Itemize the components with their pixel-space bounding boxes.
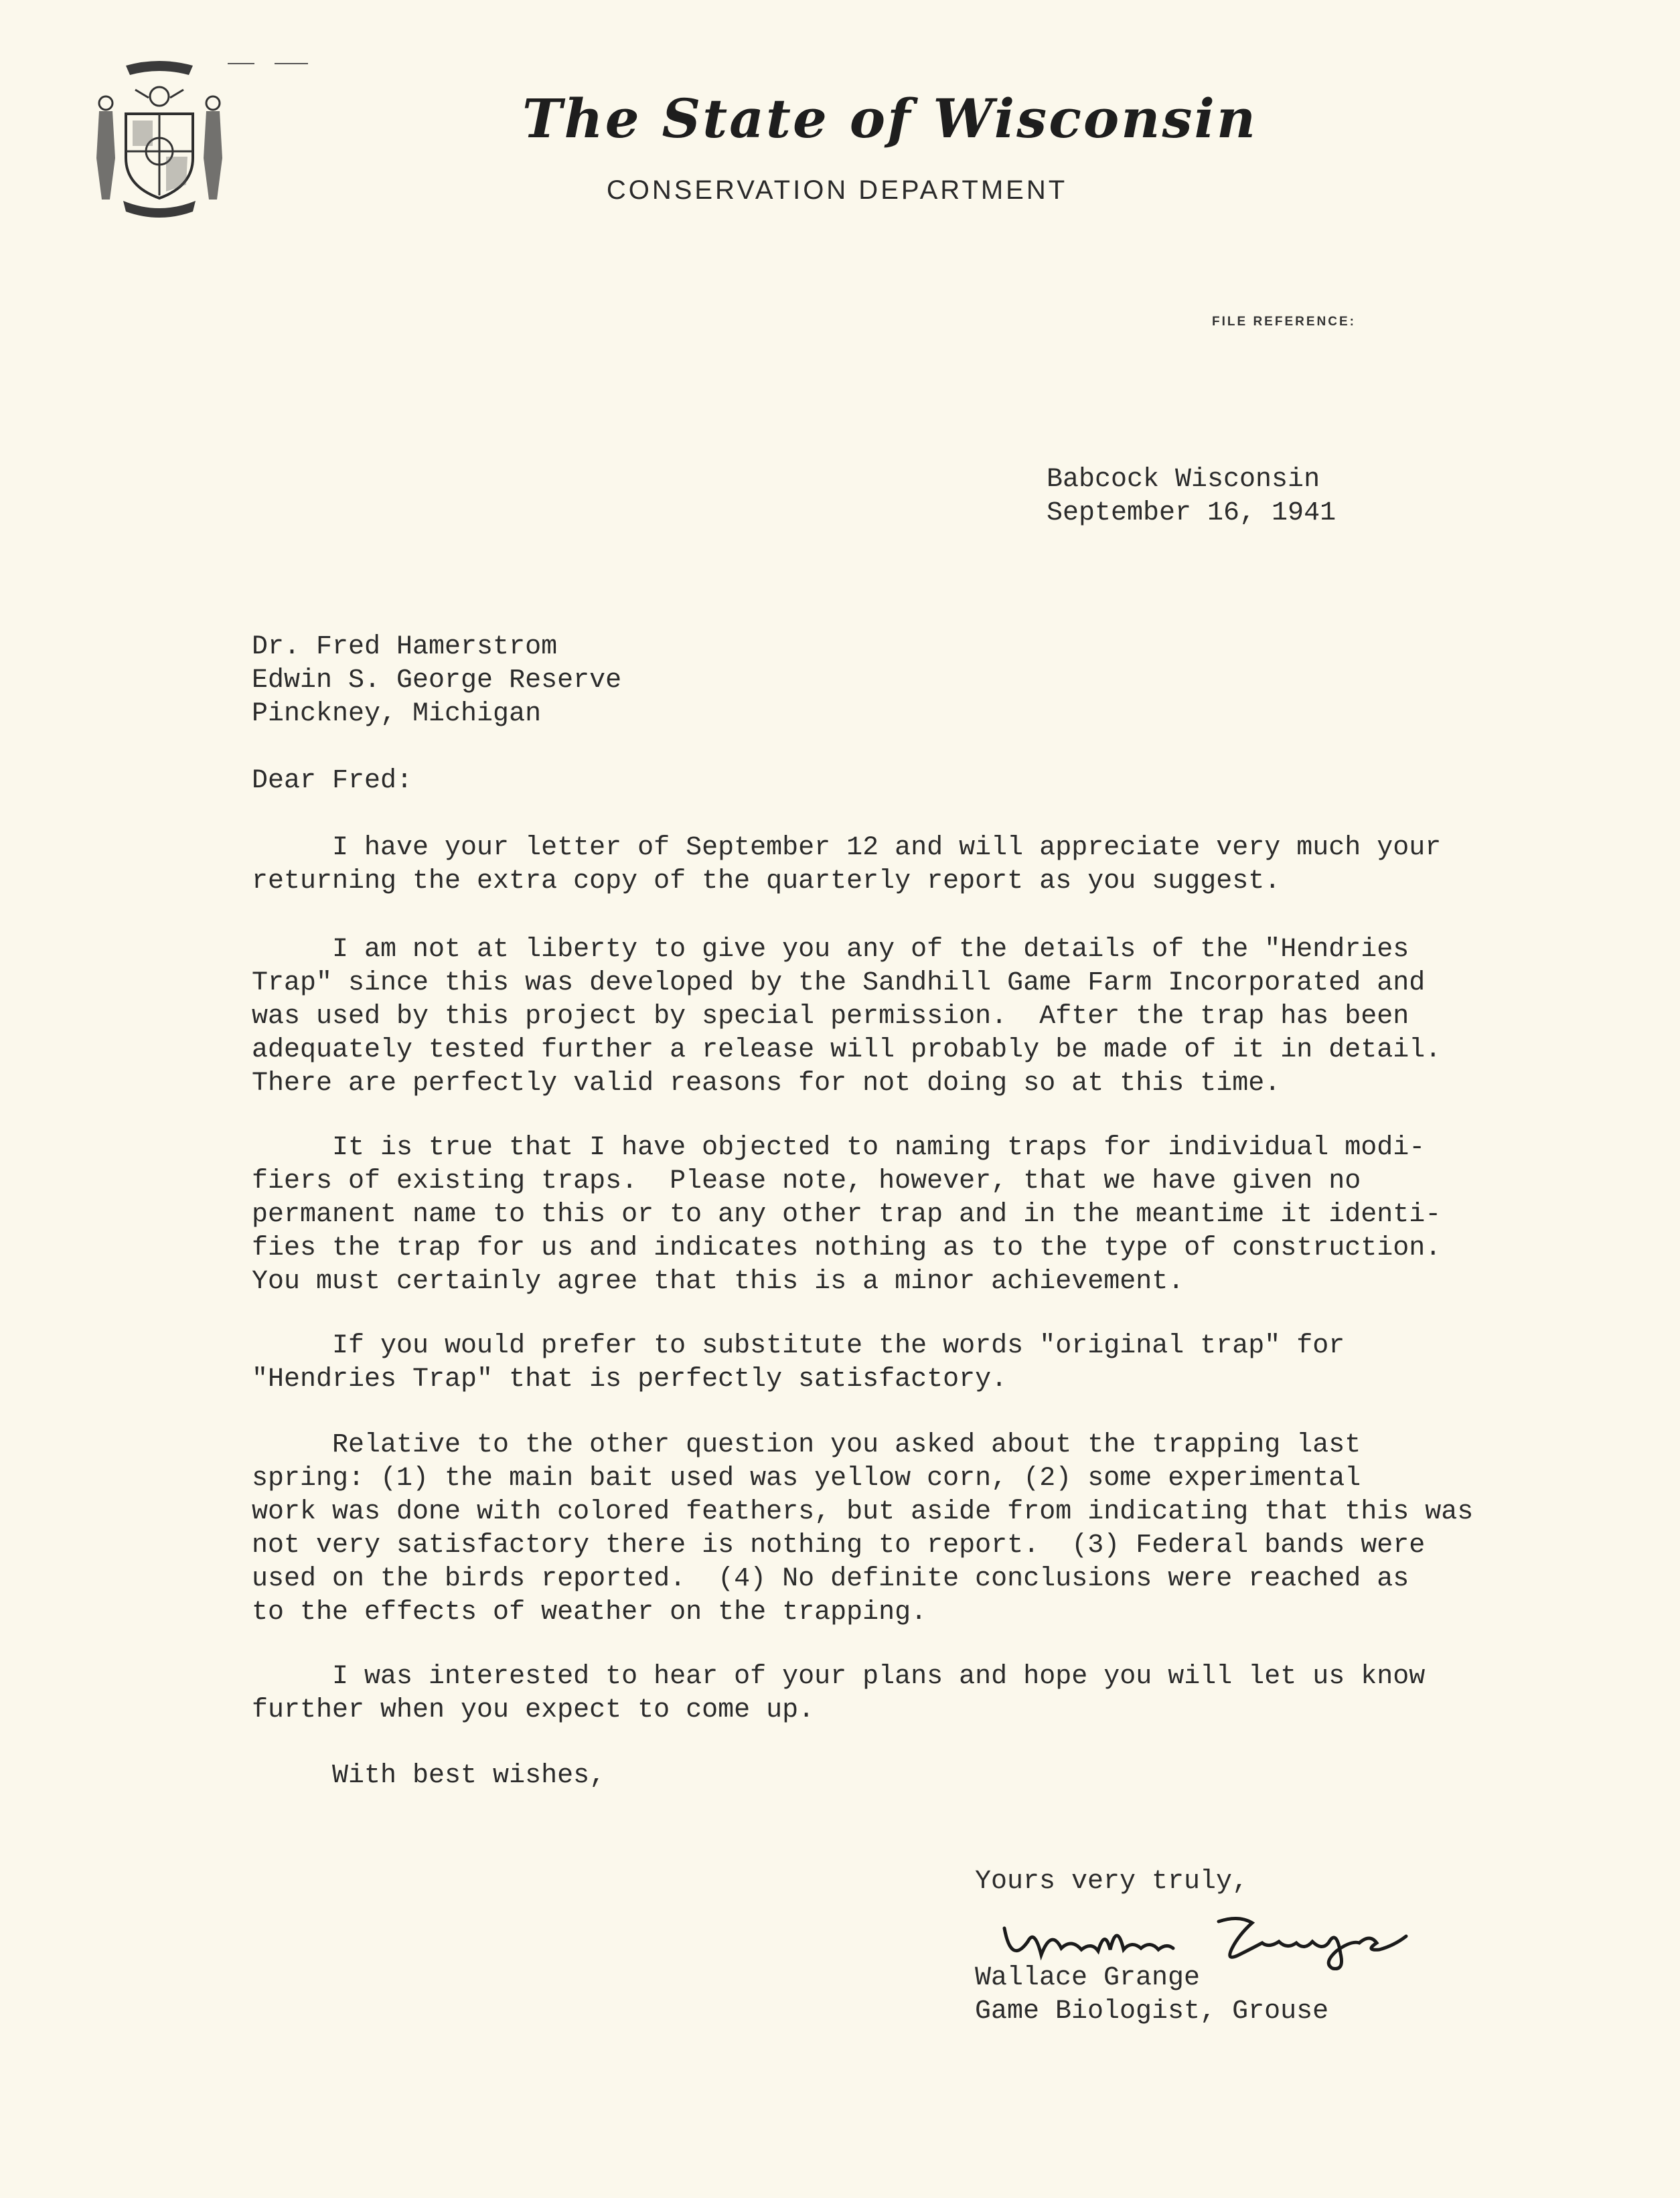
dateline-place: Babcock Wisconsin xyxy=(1047,465,1320,495)
body-paragraph-3: It is true that I have objected to naming traps for individual modi- fiers of existing traps. Please note, however, that we have given no permanent name to this or to any other trap and in the meantime it identi- fies the trap for us and indicates nothing as to the type of construction. You must certainly agree that this is a minor achievement. xyxy=(252,1133,1442,1297)
body-paragraph-6: I was interested to hear of your plans and hope you will let us know further when you expect to come up. xyxy=(252,1662,1426,1725)
complimentary-close: Yours very truly, xyxy=(975,1867,1249,1897)
letterhead-department: CONSERVATION DEPARTMENT xyxy=(606,175,1068,205)
letterhead-title: The State of Wisconsin xyxy=(522,87,1258,150)
seal-dash-mark xyxy=(228,62,321,66)
recipient-address xyxy=(252,631,621,731)
body-paragraph-1: I have your letter of September 12 and will appreciate very much your returning the extra copy of the quarterly report as you suggest. xyxy=(252,833,1442,896)
closing-wish: With best wishes, xyxy=(252,1761,606,1791)
recipient-line2: Edwin S. George Reserve xyxy=(252,665,622,696)
file-reference-label: FILE REFERENCE: xyxy=(1212,315,1356,329)
body-paragraph-2: I am not at liberty to give you any of the details of the "Hendries Trap" since this was developed by the Sandhill Game Farm Incorporated and was used by this project by special permission. After the trap has been adequately tested further a release will probably be made of it in detail. There are perfectly valid reasons for not doing so at this time. xyxy=(252,935,1442,1099)
signer-title: Game Biologist, Grouse xyxy=(975,1996,1329,2027)
body-paragraph-4: If you would prefer to substitute the words "original trap" for "Hendries Trap" that is perfectly satisfactory. xyxy=(252,1331,1345,1395)
signer-name: Wallace Grange xyxy=(975,1963,1201,1993)
body-paragraph-5: Relative to the other question you asked about the trapping last spring: (1) the main bait used was yellow corn, (2) some experimental work was done with colored feathers, but aside from indicating that this was not very satisfactory there is nothing to report. (3) Federal bands were used on the birds reported. (4) No definite conclusions were reached as to the effects of weather on the trapping. xyxy=(252,1430,1474,1628)
dateline xyxy=(1047,463,1336,530)
recipient-line3: Pinckney, Michigan xyxy=(252,699,542,729)
recipient-name: Dr. Fred Hamerstrom xyxy=(252,632,558,662)
salutation: Dear Fred: xyxy=(252,766,413,796)
state-seal-icon xyxy=(79,58,240,218)
dateline-date: September 16, 1941 xyxy=(1047,498,1337,528)
